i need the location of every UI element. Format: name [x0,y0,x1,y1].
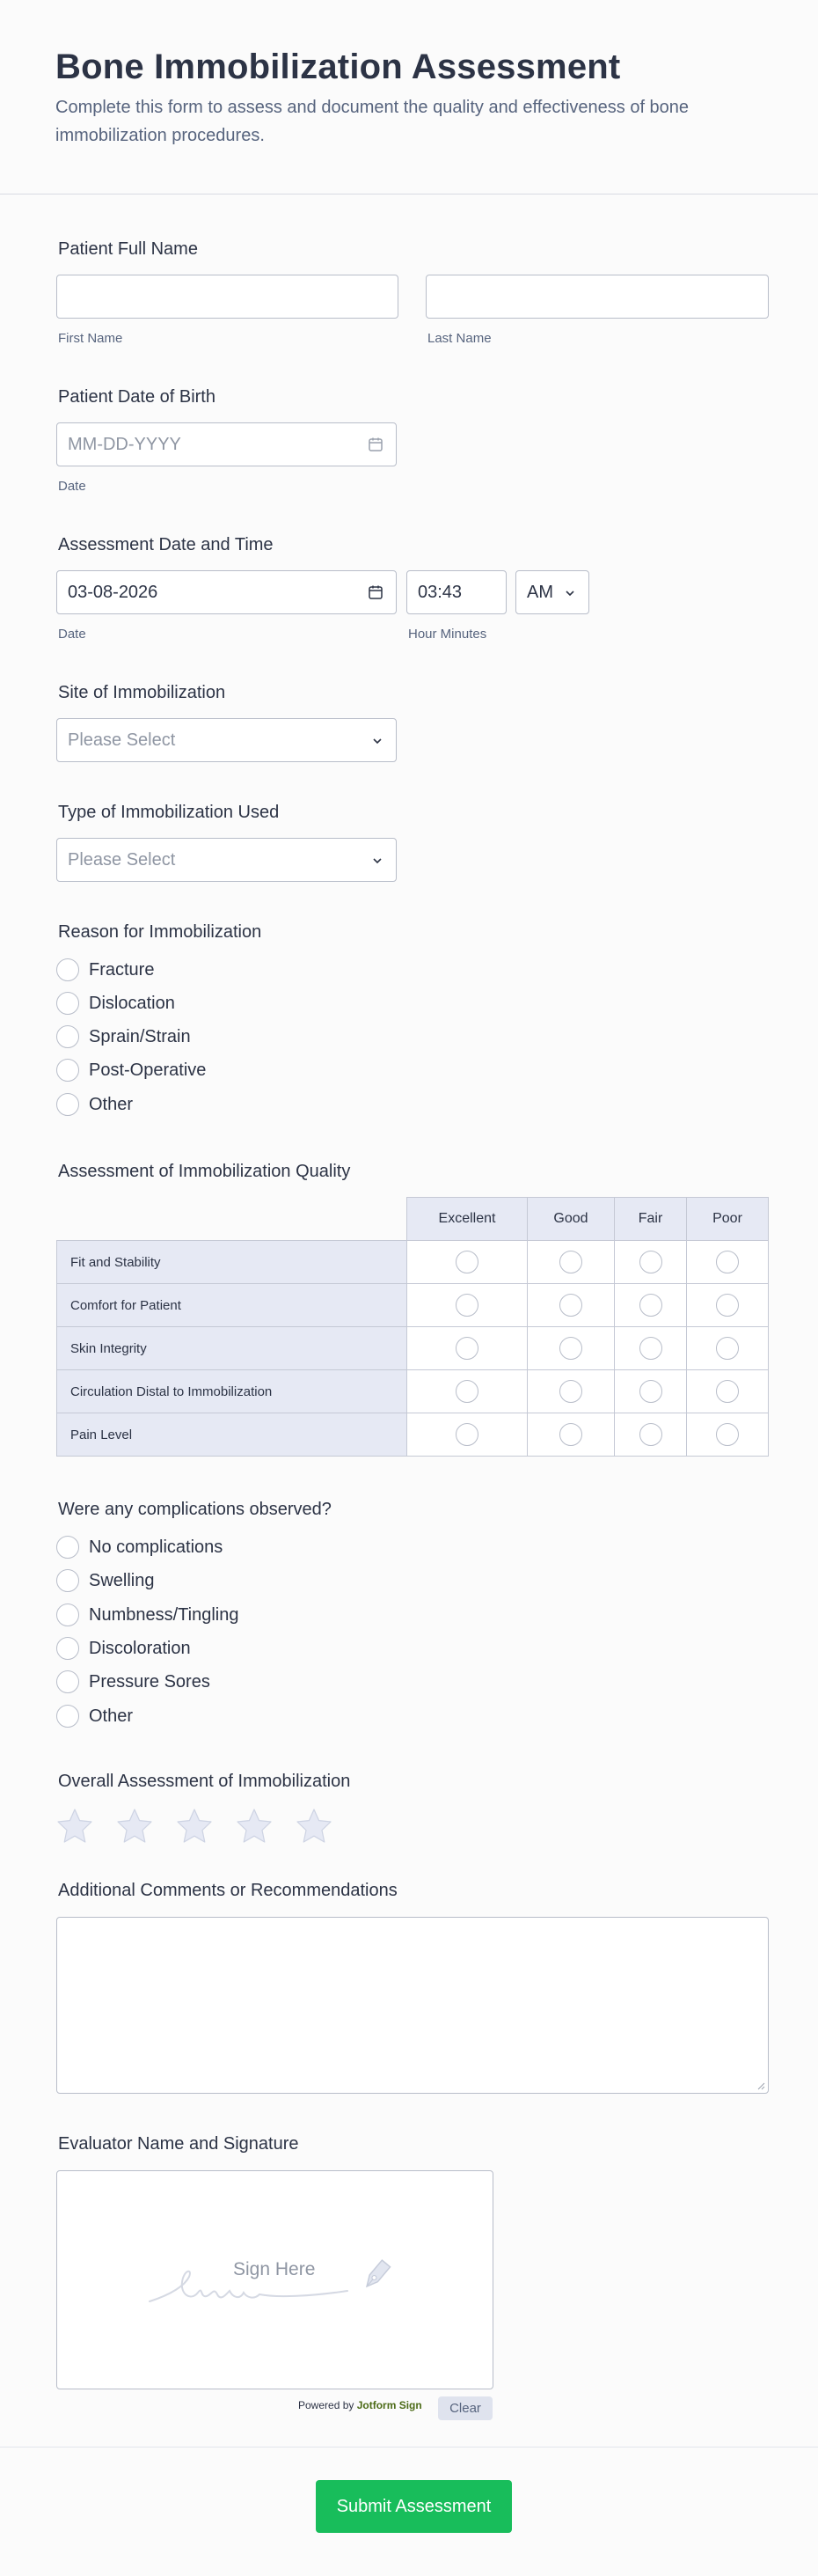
reason-label: Reason for Immobilization [58,922,262,942]
signature-label: Evaluator Name and Signature [58,2134,299,2154]
complication-option-pressure-sores[interactable]: Pressure Sores [56,1670,210,1694]
complication-option-discoloration[interactable]: Discoloration [56,1636,191,1661]
matrix-cell[interactable] [527,1413,615,1457]
assessment-time-sublabel: Hour Minutes [408,627,487,642]
matrix-col-header: Good [527,1197,615,1241]
star-rating[interactable] [55,1807,354,1846]
radio-button[interactable] [716,1294,739,1317]
radio-button[interactable] [456,1251,478,1273]
assessment-date-input[interactable] [56,570,397,614]
overall-label: Overall Assessment of Immobilization [58,1772,351,1791]
radio-button[interactable] [716,1423,739,1446]
matrix-cell[interactable] [686,1369,769,1413]
complication-option-numbness[interactable]: Numbness/Tingling [56,1603,238,1627]
complication-option-none[interactable]: No complications [56,1535,223,1560]
radio-button[interactable] [559,1337,582,1360]
first-name-sublabel: First Name [58,331,123,346]
footer-divider [0,2447,818,2448]
reason-option-fracture[interactable]: Fracture [56,958,154,982]
quality-matrix [56,1197,769,1459]
complications-label: Were any complications observed? [58,1500,332,1519]
matrix-cell[interactable] [686,1413,769,1457]
matrix-cell[interactable] [406,1326,528,1370]
first-name-input[interactable] [56,275,398,319]
radio-button[interactable] [639,1251,662,1273]
radio-button[interactable] [639,1294,662,1317]
star-icon[interactable] [55,1807,94,1846]
radio-button[interactable] [716,1251,739,1273]
radio-button[interactable] [639,1423,662,1446]
matrix-cell[interactable] [614,1283,687,1327]
patient-name-label: Patient Full Name [58,239,198,259]
matrix-col-header: Poor [686,1197,769,1241]
calendar-icon[interactable] [368,437,383,452]
matrix-cell[interactable] [614,1413,687,1457]
ampm-select[interactable] [515,570,589,614]
radio-button[interactable] [56,1025,79,1048]
complication-option-swelling[interactable]: Swelling [56,1568,154,1593]
comments-label: Additional Comments or Recommendations [58,1881,398,1900]
complication-option-other[interactable]: Other [56,1704,133,1728]
radio-button[interactable] [56,958,79,981]
matrix-cell[interactable] [614,1326,687,1370]
radio-button[interactable] [56,1093,79,1116]
radio-button[interactable] [56,1705,79,1728]
radio-button[interactable] [559,1251,582,1273]
assessment-datetime-label: Assessment Date and Time [58,535,274,554]
radio-button[interactable] [56,992,79,1015]
assessment-date-sublabel: Date [58,627,86,642]
matrix-cell[interactable] [614,1369,687,1413]
radio-button[interactable] [56,1059,79,1082]
matrix-cell[interactable] [686,1240,769,1284]
assessment-time-value: 03:43 [418,582,463,602]
radio-button[interactable] [56,1670,79,1693]
site-label: Site of Immobilization [58,683,226,702]
sign-here-placeholder: Sign Here [233,2259,316,2279]
type-select[interactable] [56,838,397,882]
radio-button[interactable] [56,1536,79,1559]
radio-button[interactable] [56,1569,79,1592]
form-subtitle: Complete this form to assess and document the quality and effectiveness of bone immobilization procedures. [55,98,690,145]
dob-sublabel: Date [58,479,86,494]
matrix-cell[interactable] [527,1369,615,1413]
radio-button[interactable] [456,1423,478,1446]
dob-placeholder: MM-DD-YYYY [68,434,181,454]
star-icon[interactable] [235,1807,274,1846]
matrix-row-label: Fit and Stability [56,1240,407,1284]
jotform-sign-brand[interactable]: Jotform Sign [356,2399,422,2411]
form-title: Bone Immobilization Assessment [55,48,621,86]
matrix-col-header: Fair [614,1197,687,1241]
radio-button[interactable] [559,1423,582,1446]
dob-input[interactable] [56,422,397,466]
matrix-cell[interactable] [686,1326,769,1370]
radio-button[interactable] [639,1380,662,1403]
last-name-input[interactable] [426,275,769,319]
dob-label: Patient Date of Birth [58,387,215,407]
matrix-cell[interactable] [406,1413,528,1457]
radio-button[interactable] [56,1637,79,1660]
matrix-row-label: Comfort for Patient [56,1283,407,1327]
matrix-col-header: Excellent [406,1197,528,1241]
assessment-time-input[interactable] [406,570,507,614]
matrix-row-label: Skin Integrity [56,1326,407,1370]
matrix-cell[interactable] [614,1240,687,1284]
reason-option-post-operative[interactable]: Post-Operative [56,1058,206,1083]
radio-button[interactable] [716,1337,739,1360]
chevron-down-icon [564,587,576,599]
matrix-cell[interactable] [527,1326,615,1370]
matrix-row-label: Circulation Distal to Immobilization [56,1369,407,1413]
comments-textarea[interactable] [56,1917,769,2094]
assessment-date-value: 03-08-2026 [68,582,158,602]
matrix-cell[interactable] [527,1240,615,1284]
star-icon[interactable] [175,1807,214,1846]
matrix-cell[interactable] [406,1240,528,1284]
radio-button[interactable] [56,1604,79,1626]
radio-button[interactable] [456,1380,478,1403]
type-placeholder: Please Select [68,849,176,870]
form-header [0,0,818,194]
reason-option-dislocation[interactable]: Dislocation [56,991,175,1016]
star-icon[interactable] [115,1807,154,1846]
ampm-value: AM [527,582,553,602]
matrix-cell[interactable] [686,1283,769,1327]
radio-button[interactable] [559,1380,582,1403]
site-placeholder: Please Select [68,730,176,750]
radio-button[interactable] [559,1294,582,1317]
calendar-icon[interactable] [368,584,383,600]
star-icon[interactable] [295,1807,333,1846]
chevron-down-icon [371,735,383,747]
powered-by-text: Powered by Jotform Sign [298,2399,422,2411]
radio-button[interactable] [639,1337,662,1360]
radio-button[interactable] [716,1380,739,1403]
reason-option-sprain[interactable]: Sprain/Strain [56,1024,191,1049]
site-select[interactable] [56,718,397,762]
radio-button[interactable] [456,1294,478,1317]
reason-option-other[interactable]: Other [56,1092,133,1117]
quality-label: Assessment of Immobilization Quality [58,1162,351,1181]
resize-handle-icon[interactable] [756,2081,765,2090]
clear-signature-button[interactable]: Clear [438,2396,493,2420]
submit-button[interactable]: Submit Assessment [316,2480,512,2533]
type-label: Type of Immobilization Used [58,803,280,822]
signature-pad[interactable] [56,2170,493,2389]
matrix-row-label: Pain Level [56,1413,407,1457]
chevron-down-icon [371,855,383,867]
matrix-cell[interactable] [406,1369,528,1413]
pen-icon [356,2255,397,2295]
matrix-cell[interactable] [406,1283,528,1327]
radio-button[interactable] [456,1337,478,1360]
matrix-cell[interactable] [527,1283,615,1327]
last-name-sublabel: Last Name [427,331,492,346]
